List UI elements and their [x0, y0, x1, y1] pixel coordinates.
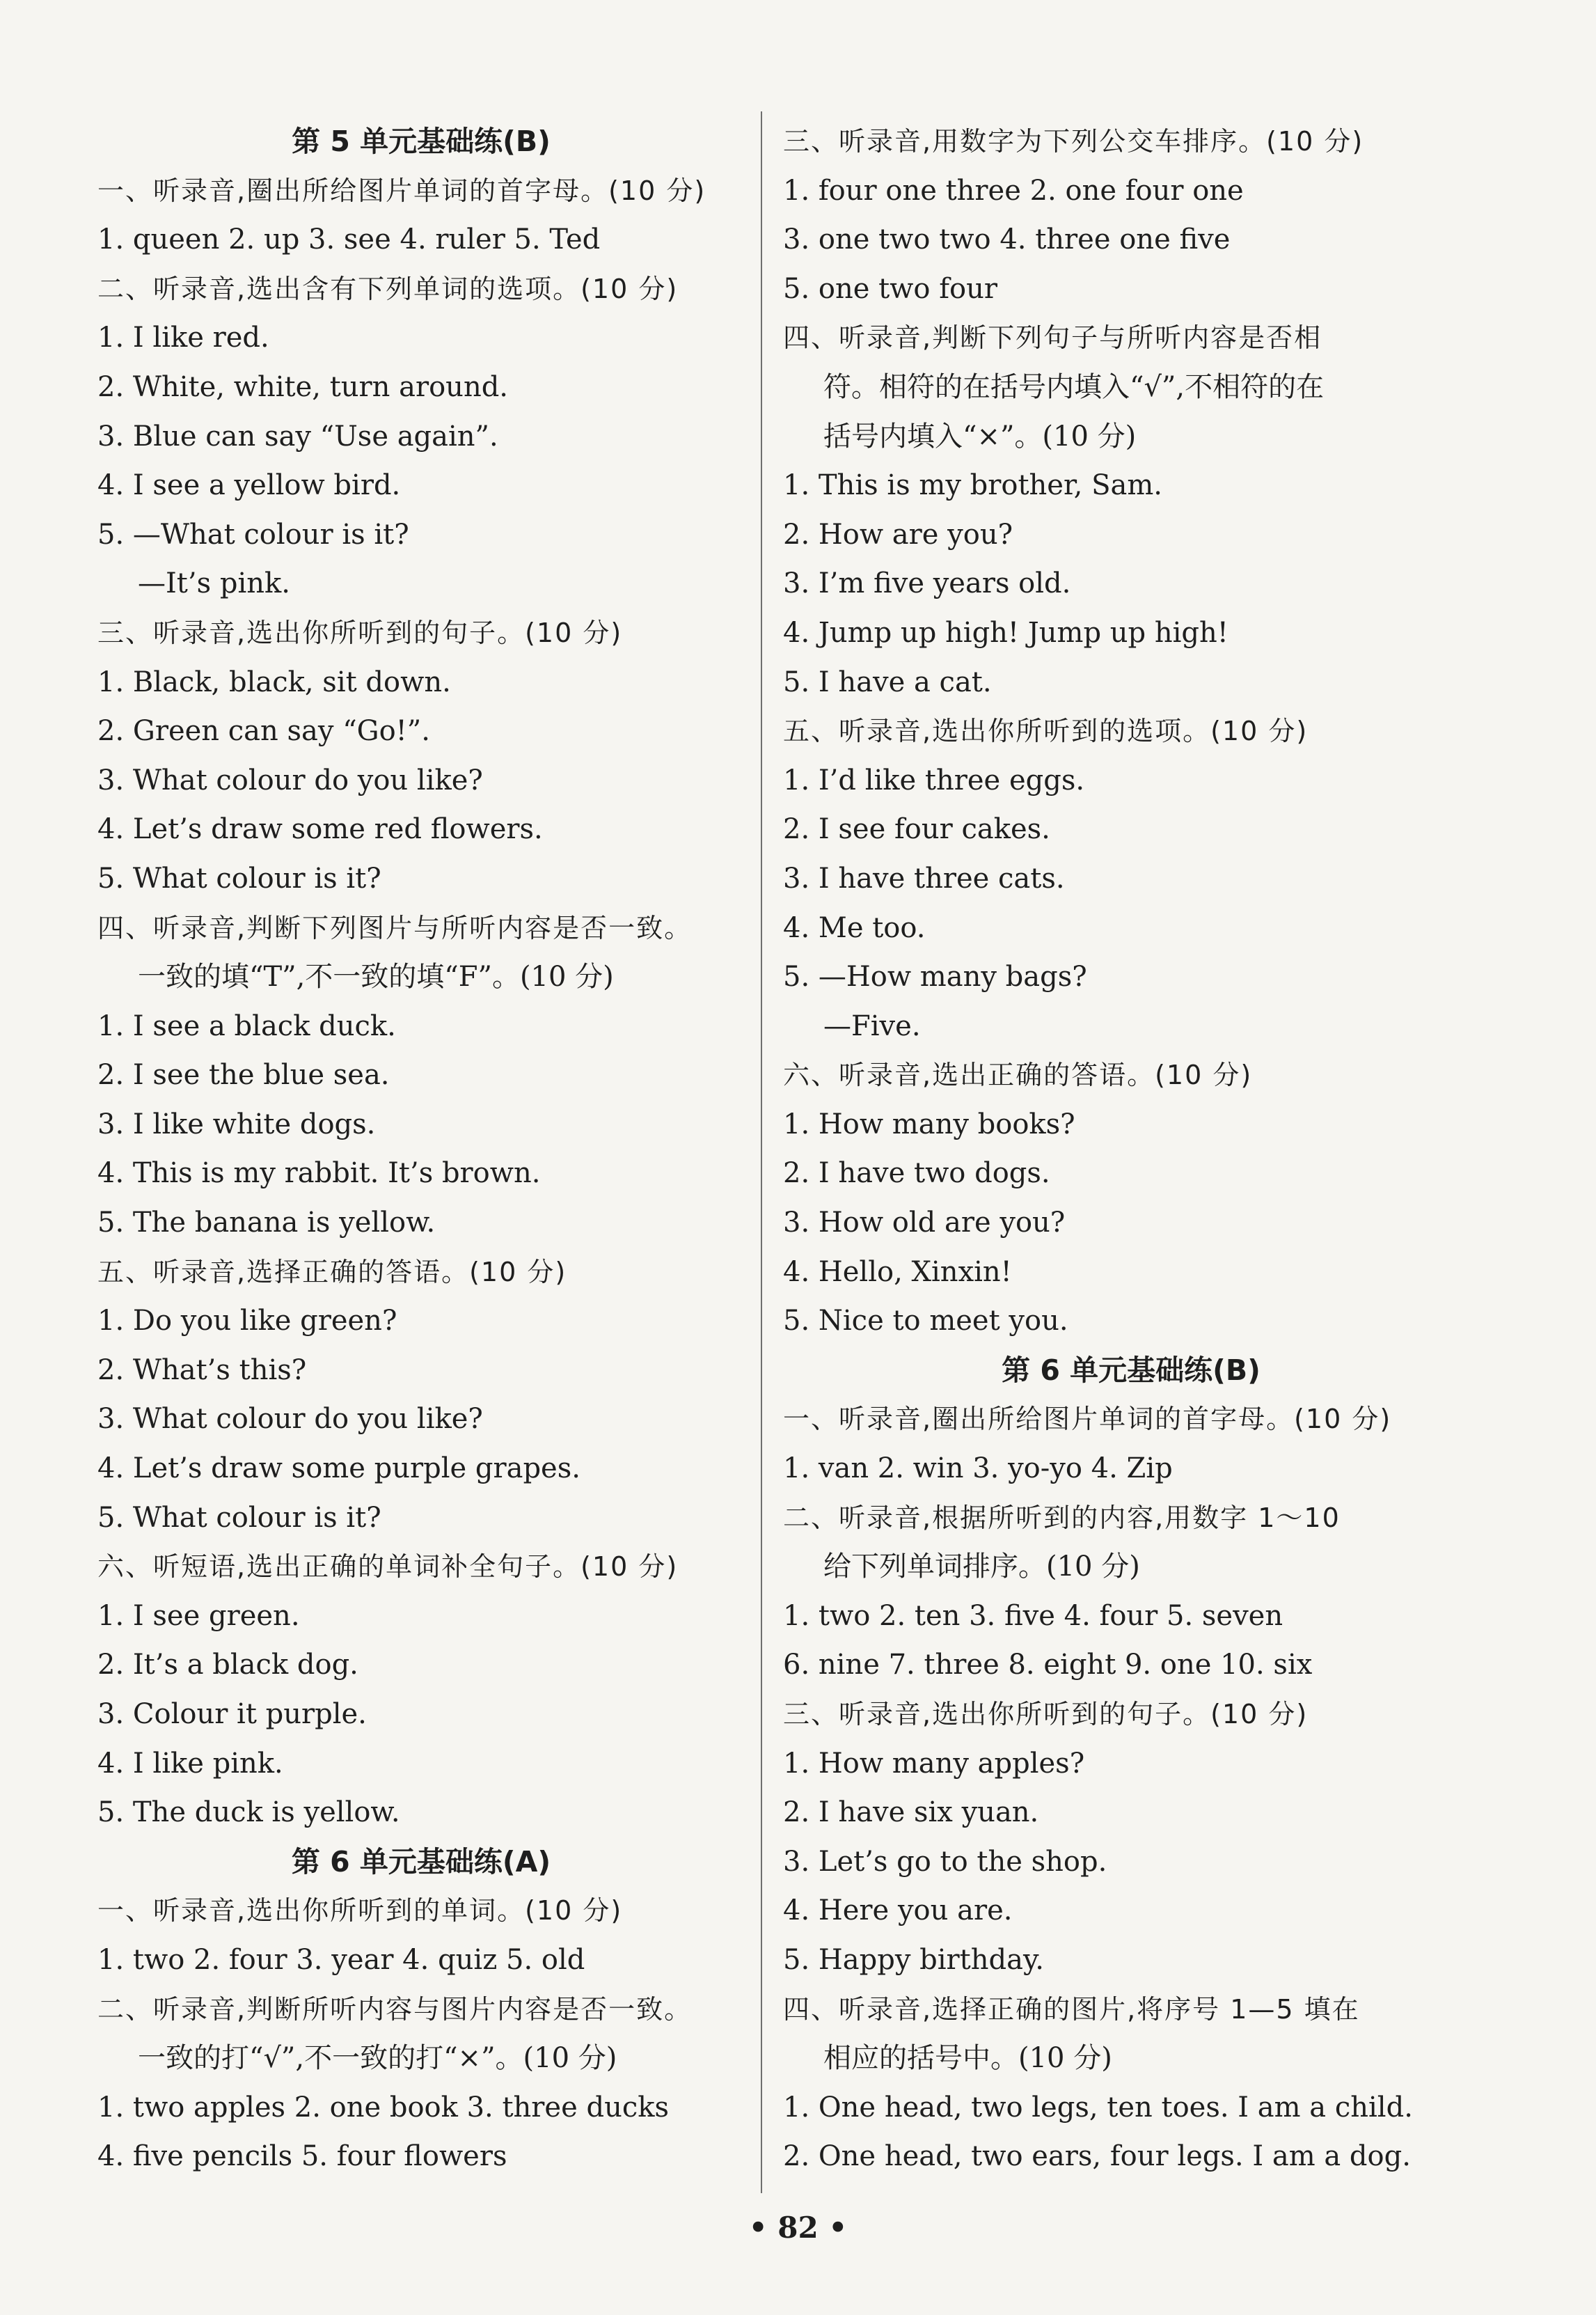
answer-line: 5. I have a cat.	[783, 666, 992, 698]
unit-heading: 第 6 单元基础练(B)	[1002, 1353, 1261, 1387]
answer-line: 5. —What colour is it?	[97, 518, 409, 551]
answer-line: 1. One head, two legs, ten toes. I am a child.	[783, 2091, 1413, 2124]
section-title: 四、听录音,选择正确的图片,将序号 1—5 填在	[783, 1993, 1360, 2025]
answer-line: 4. five pencils 5. four flowers	[97, 2140, 507, 2173]
answer-line: 1. four one three 2. one four one	[783, 174, 1244, 207]
section-title: 四、听录音,判断下列句子与所听内容是否相	[783, 322, 1322, 354]
answer-line: 3. I have three cats.	[783, 862, 1065, 895]
answer-line: 2. What’s this?	[97, 1353, 307, 1386]
answer-line: 4. I like pink.	[97, 1747, 283, 1780]
unit-heading: 第 5 单元基础练(B)	[292, 125, 551, 158]
section-title: 五、听录音,选出你所听到的选项。(10 分)	[783, 716, 1309, 747]
answer-line: 2. Green can say “Go!”.	[97, 715, 430, 748]
answer-line: 2. I have two dogs.	[783, 1157, 1050, 1190]
answer-line: 3. What colour do you like?	[97, 764, 483, 796]
column-divider	[761, 111, 762, 2193]
continuation-line: —It’s pink.	[138, 567, 290, 600]
continuation-line: 一致的打“√”,不一致的打“×”。(10 分)	[138, 2042, 617, 2075]
answer-line: 3. Let’s go to the shop.	[783, 1845, 1107, 1878]
answer-line: 5. What colour is it?	[97, 1501, 381, 1534]
answer-line: 5. The banana is yellow.	[97, 1207, 436, 1239]
answer-line: 1. two 2. ten 3. five 4. four 5. seven	[783, 1599, 1283, 1632]
section-title: 二、听录音,选出含有下列单词的选项。(10 分)	[97, 273, 679, 304]
answer-line: 3. Colour it purple.	[97, 1698, 367, 1730]
answer-line: 1. How many apples?	[783, 1747, 1085, 1780]
answer-line: 3. I’m five years old.	[783, 567, 1071, 600]
answer-line: 4. This is my rabbit. It’s brown.	[97, 1157, 541, 1190]
section-title: 五、听录音,选择正确的答语。(10 分)	[97, 1256, 567, 1287]
section-title: 二、听录音,判断所听内容与图片内容是否一致。	[97, 1993, 693, 2025]
continuation-line: —Five.	[823, 1010, 921, 1042]
continuation-line: 一致的填“T”,不一致的填“F”。(10 分)	[138, 961, 614, 994]
answer-line: 2. How are you?	[783, 518, 1013, 551]
answer-line: 4. Here you are.	[783, 1894, 1013, 1927]
answer-line: 1. queen 2. up 3. see 4. ruler 5. Ted	[97, 223, 601, 256]
answer-line: 1. I see a black duck.	[97, 1010, 396, 1042]
answer-line: 5. —How many bags?	[783, 961, 1087, 994]
answer-line: 2. I have six yuan.	[783, 1796, 1039, 1829]
continuation-line: 括号内填入“×”。(10 分)	[823, 420, 1137, 453]
section-title: 一、听录音,圈出所给图片单词的首字母。(10 分)	[783, 1404, 1392, 1435]
answer-line: 4. I see a yellow bird.	[97, 469, 401, 502]
answer-line: 1. two 2. four 3. year 4. quiz 5. old	[97, 1943, 585, 1976]
answer-line: 1. van 2. win 3. yo-yo 4. Zip	[783, 1452, 1173, 1485]
answer-line: 2. White, white, turn around.	[97, 370, 509, 403]
left-column	[97, 117, 745, 2181]
section-title: 二、听录音,根据所听到的内容,用数字 1～10	[783, 1502, 1341, 1533]
continuation-line: 符。相符的在括号内填入“√”,不相符的在	[823, 370, 1325, 403]
answer-line: 3. I like white dogs.	[97, 1108, 376, 1140]
answer-line: 1. two apples 2. one book 3. three ducks	[97, 2091, 670, 2124]
answer-line: 3. What colour do you like?	[97, 1403, 483, 1436]
section-title: 三、听录音,选出你所听到的句子。(10 分)	[783, 1699, 1309, 1729]
page-number: • 82 •	[748, 2211, 848, 2245]
answer-line: 3. one two two 4. three one five	[783, 223, 1231, 256]
answer-line: 4. Hello, Xinxin!	[783, 1255, 1012, 1288]
answer-line: 2. I see the blue sea.	[97, 1059, 390, 1092]
answer-line: 3. How old are you?	[783, 1207, 1066, 1239]
answer-line: 3. Blue can say “Use again”.	[97, 420, 498, 453]
continuation-line: 相应的括号中。(10 分)	[823, 2042, 1112, 2075]
answer-line: 5. Happy birthday.	[783, 1943, 1044, 1976]
answer-line: 4. Let’s draw some purple grapes.	[97, 1452, 580, 1485]
answer-line: 4. Let’s draw some red flowers.	[97, 813, 543, 846]
answer-line: 4. Jump up high! Jump up high!	[783, 616, 1228, 649]
section-title: 四、听录音,判断下列图片与所听内容是否一致。	[97, 912, 693, 943]
section-title: 六、听短语,选出正确的单词补全句子。(10 分)	[97, 1551, 679, 1583]
continuation-line: 给下列单词排序。(10 分)	[823, 1551, 1140, 1583]
unit-heading: 第 6 单元基础练(A)	[291, 1844, 551, 1878]
answer-line: 5. The duck is yellow.	[97, 1796, 400, 1829]
answer-line: 1. Black, black, sit down.	[97, 666, 451, 698]
answer-line: 2. I see four cakes.	[783, 813, 1050, 846]
answer-line: 5. one two four	[783, 272, 997, 305]
section-title: 三、听录音,用数字为下列公交车排序。(10 分)	[783, 126, 1364, 157]
answer-line: 5. What colour is it?	[97, 862, 381, 895]
answer-line: 1. I like red.	[97, 322, 269, 354]
answer-line: 4. Me too.	[783, 911, 926, 944]
section-title: 三、听录音,选出你所听到的句子。(10 分)	[97, 617, 623, 648]
answer-line: 2. One head, two ears, four legs. I am a dog.	[783, 2140, 1411, 2173]
answer-line: 2. It’s a black dog.	[97, 1649, 358, 1681]
answer-line: 1. I’d like three eggs.	[783, 764, 1085, 796]
answer-line: 6. nine 7. three 8. eight 9. one 10. six	[783, 1649, 1313, 1681]
right-column	[783, 117, 1479, 2181]
answer-line: 1. This is my brother, Sam.	[783, 469, 1162, 502]
answer-line: 1. How many books?	[783, 1108, 1075, 1140]
section-title: 一、听录音,圈出所给图片单词的首字母。(10 分)	[97, 175, 706, 206]
answer-line: 1. Do you like green?	[97, 1305, 397, 1337]
section-title: 六、听录音,选出正确的答语。(10 分)	[783, 1060, 1253, 1091]
answer-line: 1. I see green.	[97, 1599, 300, 1632]
answer-line: 5. Nice to meet you.	[783, 1305, 1068, 1337]
section-title: 一、听录音,选出你所听到的单词。(10 分)	[97, 1895, 623, 1926]
